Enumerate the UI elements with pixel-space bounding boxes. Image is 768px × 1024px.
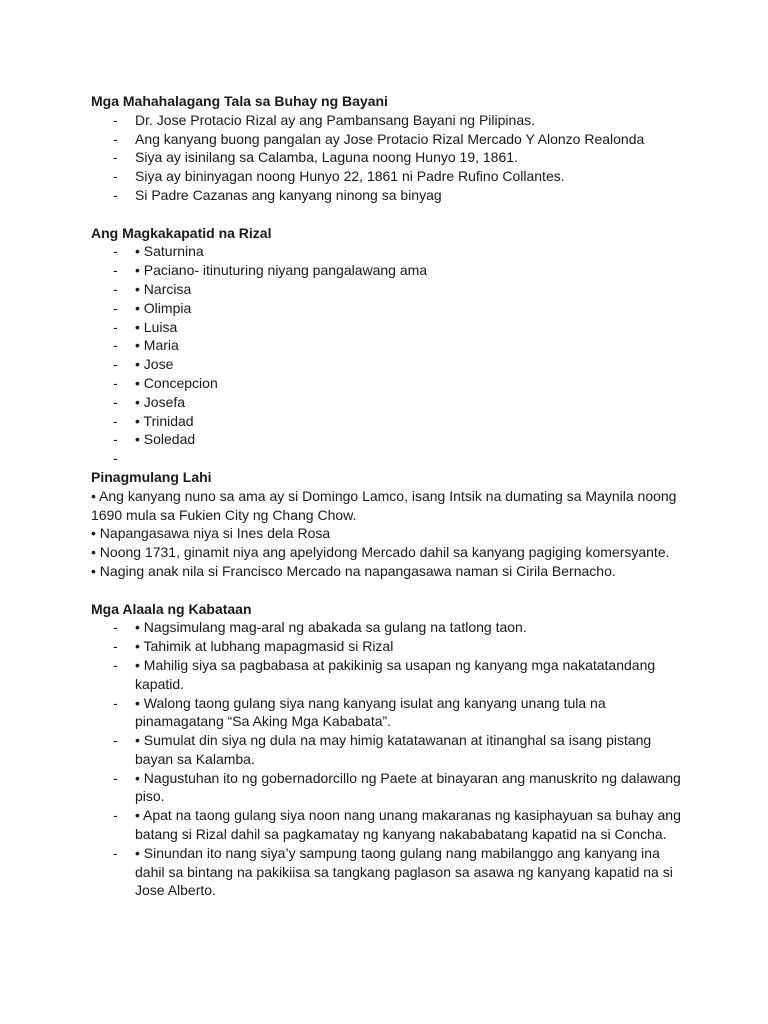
list-item: - • Nagsimulang mag-aral ng abakada sa gulang na tatlong taon.	[91, 618, 691, 637]
section-childhood	[91, 600, 768, 901]
list-item: - • Narcisa	[91, 280, 691, 299]
list-item: - Siya ay bininyagan noong Hunyo 22, 1861 ni Padre Rufino Collantes.	[91, 167, 691, 186]
list-item: - Si Padre Cazanas ang kanyang ninong sa binyag	[91, 186, 691, 205]
list-item: - • Maria	[91, 336, 691, 355]
list-item: - • Concepcion	[91, 374, 691, 393]
paragraph: • Napangasawa niya si Ines dela Rosa	[91, 525, 331, 542]
dash-list	[91, 242, 691, 468]
paragraph-list	[91, 487, 681, 581]
section-heading: Pinagmulang Lahi	[91, 468, 212, 485]
list-item: - • Soledad	[91, 430, 691, 449]
section-siblings	[91, 224, 768, 468]
list-item: - • Walong taong gulang siya nang kanyang isulat ang kanyang unang tula na pinamagatang “Sa Aking Mga Kababata”.	[91, 694, 691, 732]
dash-list	[91, 618, 691, 900]
section-heading: Mga Mahahalagang Tala sa Buhay ng Bayani	[91, 93, 388, 109]
list-item: - • Olimpia	[91, 299, 691, 318]
list-item-empty	[91, 449, 691, 468]
list-item: - • Jose	[91, 355, 691, 374]
dash-list	[91, 111, 691, 205]
list-item: - Dr. Jose Protacio Rizal ay ang Pambansang Bayani ng Pilipinas.	[91, 111, 691, 130]
list-item: - • Mahilig siya sa pagbabasa at pakikinig sa usapan ng kanyang mga nakatatandang kapatid.	[91, 656, 691, 694]
list-item: - Siya ay isinilang sa Calamba, Laguna noong Hunyo 19, 1861.	[91, 148, 691, 167]
section-heading: Mga Alaala ng Kabataan	[91, 600, 252, 617]
list-item: - Ang kanyang buong pangalan ay Jose Protacio Rizal Mercado Y Alonzo Realonda	[91, 130, 691, 149]
list-item: - • Tahimik at lubhang mapagmasid si Rizal	[91, 637, 691, 656]
list-item: - • Saturnina	[91, 242, 691, 261]
list-item: - • Sinundan ito nang siya’y sampung taong gulang nang mabilanggo ang kanyang ina dahil sa bintang na pakikiisa sa tangkang paglason sa asawa ng kanyang kapatid na si Jose Alberto.	[91, 844, 691, 900]
section-key-facts	[91, 92, 768, 205]
list-item: - • Trinidad	[91, 412, 691, 431]
paragraph: • Naging anak nila si Francisco Mercado na napangasawa naman si Cirila Bernacho.	[91, 562, 616, 579]
list-item: - • Paciano- itinuturing niyang pangalawang ama	[91, 261, 691, 280]
list-item: - • Apat na taong gulang siya noon nang unang makaranas ng kasiphayuan sa buhay ang batang si Rizal dahil sa pagkamatay ng kanyang nakababatang kapatid na si Concha.	[91, 806, 691, 844]
paragraph: • Ang kanyang nuno sa ama ay si Domingo Lamco, isang Intsik na dumating sa Maynila noong 1690 mula sa Fukien City ng Chang Chow.	[91, 487, 677, 523]
section-lineage	[91, 468, 768, 581]
paragraph: • Noong 1731, ginamit niya ang apelyidong Mercado dahil sa kanyang pagiging komersyante.	[91, 544, 670, 561]
list-item: - • Sumulat din siya ng dula na may himig katatawanan at itinanghal sa isang pistang bayan sa Kalamba.	[91, 731, 691, 769]
section-heading: Ang Magkakapatid na Rizal	[91, 224, 272, 241]
list-item: - • Nagustuhan ito ng gobernadorcillo ng Paete at binayaran ang manuskrito ng dalawang piso.	[91, 769, 691, 807]
list-item: - • Luisa	[91, 318, 691, 337]
list-item: - • Josefa	[91, 393, 691, 412]
